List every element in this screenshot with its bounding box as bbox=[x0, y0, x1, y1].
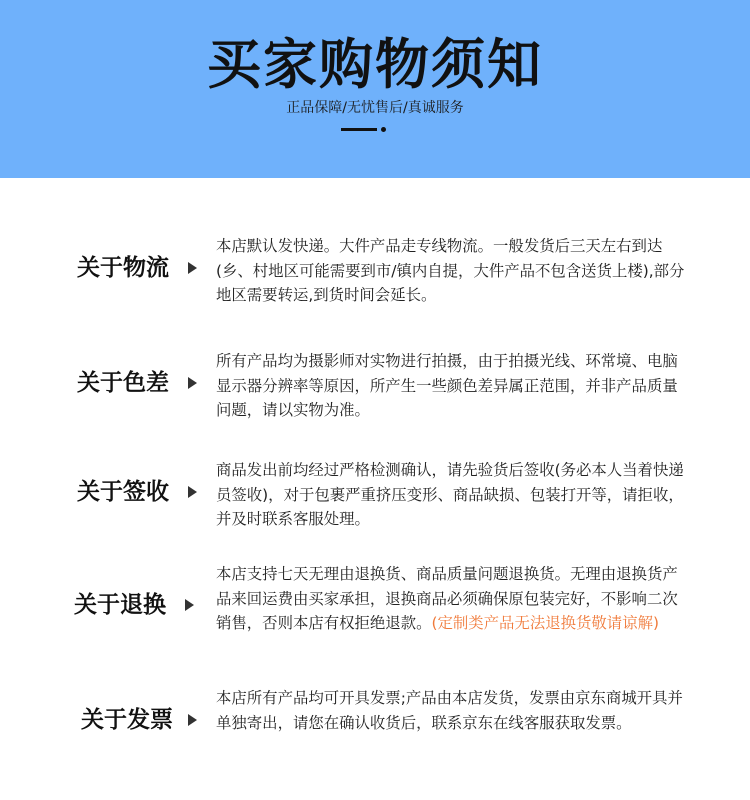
section-label: 关于色差 bbox=[77, 370, 169, 396]
header-banner bbox=[0, 0, 750, 178]
page-title: 买家购物须知 bbox=[207, 33, 543, 96]
triangle-right-icon bbox=[185, 599, 194, 611]
custom-product-notice: (定制类产品无法退换货敬请谅解) bbox=[431, 614, 659, 632]
section-text: 本店默认发快递。大件产品走专线物流。一般发货后三天左右到达(乡、村地区可能需要到市/镇内自提，大件产品不包含送货上楼),部分地区需要转运,到货时间会延长。 bbox=[216, 237, 685, 304]
triangle-right-icon bbox=[188, 262, 197, 274]
section-label: 关于签收 bbox=[77, 479, 169, 505]
triangle-right-icon bbox=[188, 486, 197, 498]
section-text: 商品发出前均经过严格检测确认，请先验货后签收(务必本人当着快递员签收)，对于包裹严重挤压变形、商品缺损、包装打开等，请拒收，并及时联系客服处理。 bbox=[216, 461, 684, 528]
triangle-right-icon bbox=[188, 377, 197, 389]
section-label: 关于发票 bbox=[81, 707, 173, 733]
section-label: 关于物流 bbox=[77, 255, 169, 281]
section-label: 关于退换 bbox=[74, 592, 166, 618]
section-text: 本店所有产品均可开具发票;产品由本店发货，发票由京东商城开具并单独寄出，请您在确认收货后，联系京东在线客服获取发票。 bbox=[216, 689, 683, 732]
section-text: 所有产品均为摄影师对实物进行拍摄，由于拍摄光线、环常境、电脑显示器分辨率等原因，所产生一些颜色差异属正范围，并非产品质量问题，请以实物为准。 bbox=[216, 352, 678, 419]
triangle-right-icon bbox=[188, 714, 197, 726]
title-underline-decoration bbox=[341, 127, 389, 132]
section-text-body: 本店支持七天无理由退换货、商品质量问题退换货。无理由退换货产品来回运费由买家承担，退换商品必须确保原包装完好，不影响二次销售，否则本店有权拒绝退款。 bbox=[216, 565, 678, 632]
page-subtitle: 正品保障/无忧售后/真诚服务 bbox=[286, 100, 464, 116]
section-text bbox=[216, 562, 686, 636]
